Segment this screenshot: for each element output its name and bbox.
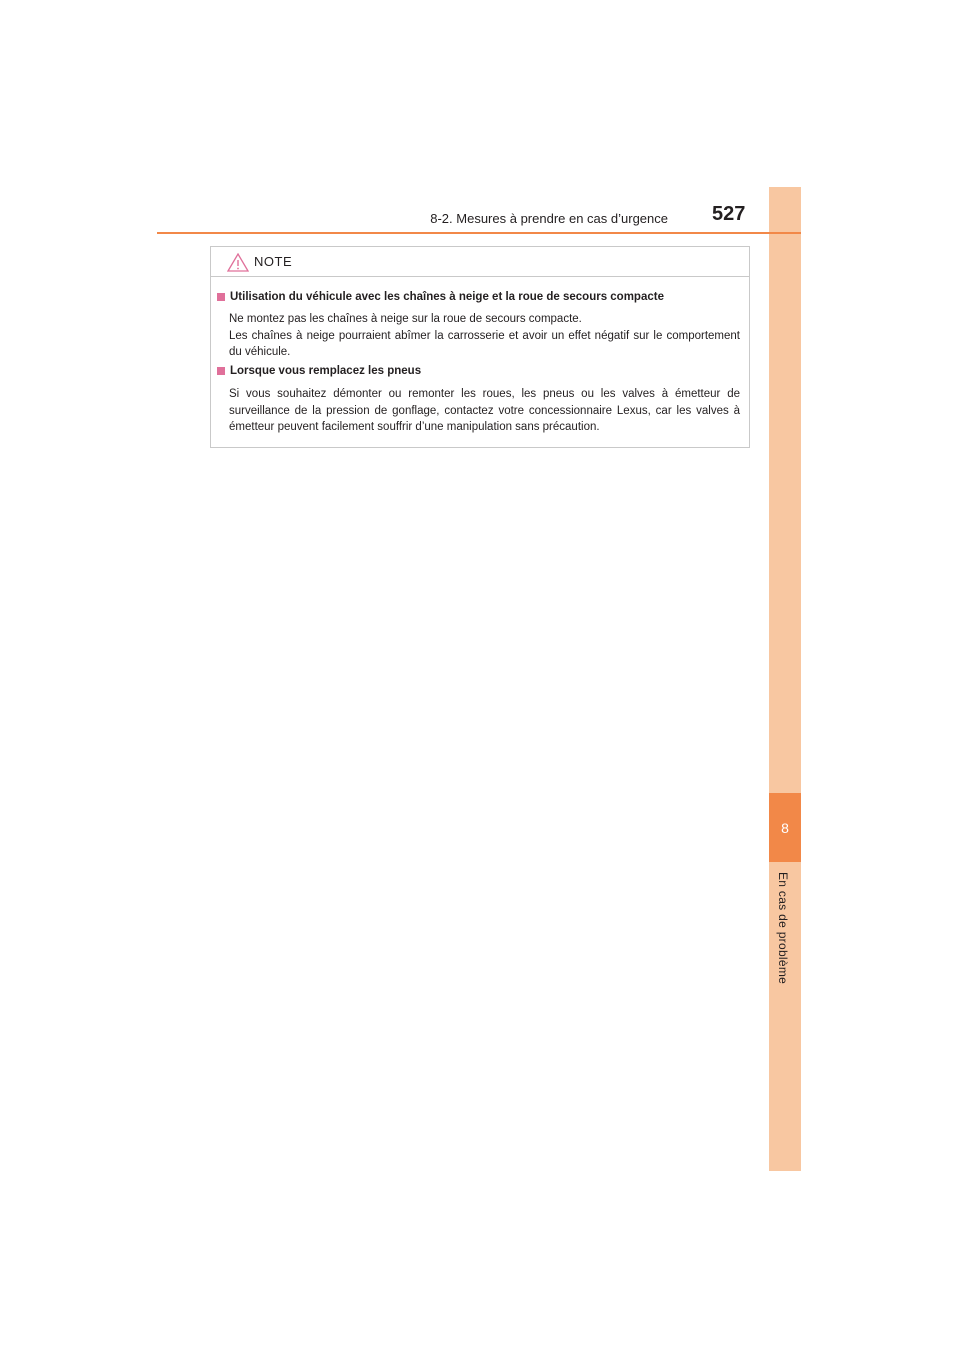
note-item-heading [217, 365, 421, 377]
warning-triangle-icon [227, 253, 249, 272]
chapter-side-tab [769, 187, 801, 1171]
note-item-body [229, 311, 740, 361]
square-bullet-icon [217, 367, 225, 375]
note-paragraph: Ne montez pas les chaînes à neige sur la roue de secours compacte. [229, 313, 582, 325]
chapter-title: En cas de problème [776, 872, 790, 985]
note-item-heading [217, 291, 664, 303]
note-paragraph: Si vous souhaitez démonter ou remonter les roues, les pneus ou les valves à émetteur de surveillance de la pression de gonflage, contactez votre concessionnaire Lexus, car les valves à émetteur peuvent facilement souffrir d’une manipulation sans précaution. [229, 388, 740, 433]
note-box [210, 246, 750, 448]
note-header [211, 247, 749, 277]
chapter-number: 8 [781, 819, 789, 836]
square-bullet-icon [217, 293, 225, 301]
header-rule [157, 232, 801, 234]
note-label: NOTE [254, 254, 293, 269]
page-number: 527 [712, 203, 746, 225]
note-item-heading-text: Lorsque vous remplacez les pneus [230, 365, 422, 377]
note-item-heading-text: Utilisation du véhicule avec les chaînes à neige et la roue de secours compacte [230, 291, 664, 303]
note-item-body [229, 386, 740, 436]
section-title: 8-2. Mesures à prendre en cas d’urgence [430, 211, 668, 226]
note-paragraph: Les chaînes à neige pourraient abîmer la carrosserie et avoir un effet négatif sur le comportement du véhicule. [229, 329, 740, 358]
chapter-number-box [769, 793, 801, 862]
